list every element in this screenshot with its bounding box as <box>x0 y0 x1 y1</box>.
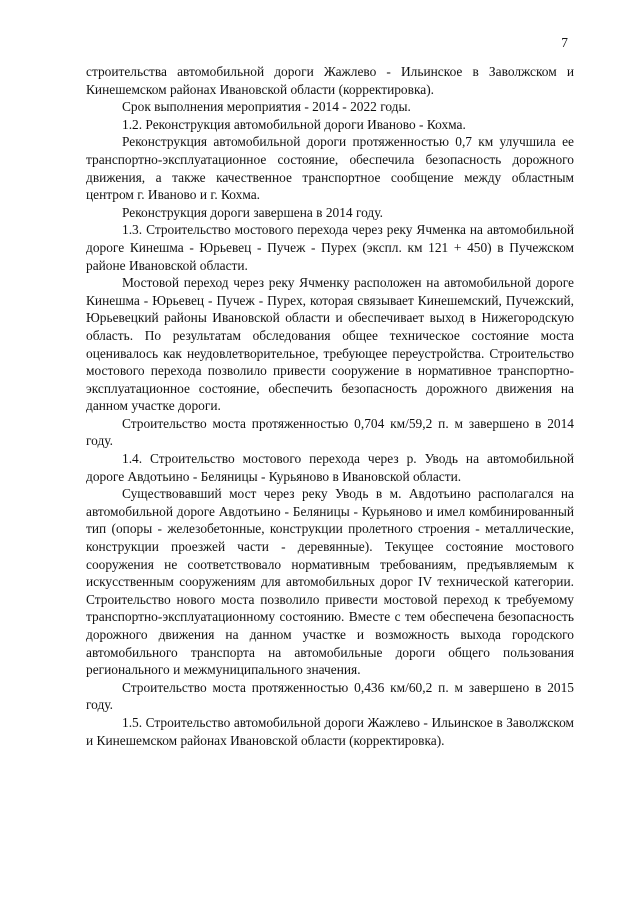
document-body <box>86 63 574 749</box>
paragraph: строительства автомобильной дороги Жажлево - Ильинское в Заволжском и Кинешемском районах Ивановской области (корректировка). <box>86 64 574 97</box>
paragraph: Строительство моста протяженностью 0,436 км/60,2 п. м завершено в 2015 году. <box>86 679 574 713</box>
section-heading: 1.2. Реконструкция автомобильной дороги Иваново - Кохма. <box>122 116 466 132</box>
paragraph: Реконструкция дороги завершена в 2014 году. <box>122 204 383 220</box>
paragraph: Срок выполнения мероприятия - 2014 - 2022 годы. <box>122 99 411 115</box>
paragraph: Реконструкция автомобильной дороги протяженностью 0,7 км улучшила ее транспортно-эксплуатационное состояние, обеспечила безопасность дорожного движения, а также качественное транспортное сообщение между областным центром г. Иваново и г. Кохма. <box>86 134 574 203</box>
paragraph: Строительство моста протяженностью 0,704 км/59,2 п. м завершено в 2014 году. <box>86 415 574 449</box>
section-heading: 1.4. Строительство мостового перехода через р. Уводь на автомобильной дороге Авдотьино - Беляницы - Курьяново в Ивановской области. <box>86 451 574 484</box>
section-heading: 1.3. Строительство мостового перехода через реку Ячменка на автомобильной дороге Кинешма - Юрьевец - Пучеж - Пурех (экспл. км 121 + 450) в Пучежском районе Ивановской области. <box>86 222 574 273</box>
paragraph: Существовавший мост через реку Уводь в м. Авдотьино располагался на автомобильной дороге Авдотьино - Беляницы - Курьяново и имел комбинированный тип (опоры - железобетонные, конструкции пролетного строения - металлические, конструкции проезжей части - деревянные). Текущее состояние мостового сооружения не соответствовало нормативным требованиям, предъявляемым к искусственным сооружениям для автомобильных дорог IV технической категории. Строительство нового моста позволило привести мостовой переход к требуемому транспортно-эксплуатационному состоянию. Вместе с тем обеспечена безопасность дорожного движения на данном участке и возможность выхода городского автомобильного транспорта на автомобильные дороги общего пользования регионального и межмуниципального значения. <box>86 486 574 678</box>
section-heading: 1.5. Строительство автомобильной дороги Жажлево - Ильинское в Заволжском и Кинешемском районах Ивановской области (корректировка). <box>86 714 574 748</box>
paragraph: Мостовой переход через реку Ячменку расположен на автомобильной дороге Кинешма - Юрьевец - Пучеж - Пурех, которая связывает Кинешемский, Пучежский, Юрьевецкий районы Ивановской области и обеспечивает выход в Нижегородскую область. По результатам обследования общее техническое состояние моста оценивалось как неудовлетворительное, требующее переустройства. Строительство мостового перехода позволило привести сооружение в нормативное транспортно-эксплуатационное состояние, обеспечить безопасность дорожного движения на данном участке дороги. <box>86 275 574 414</box>
page-number: 7 <box>561 35 568 50</box>
